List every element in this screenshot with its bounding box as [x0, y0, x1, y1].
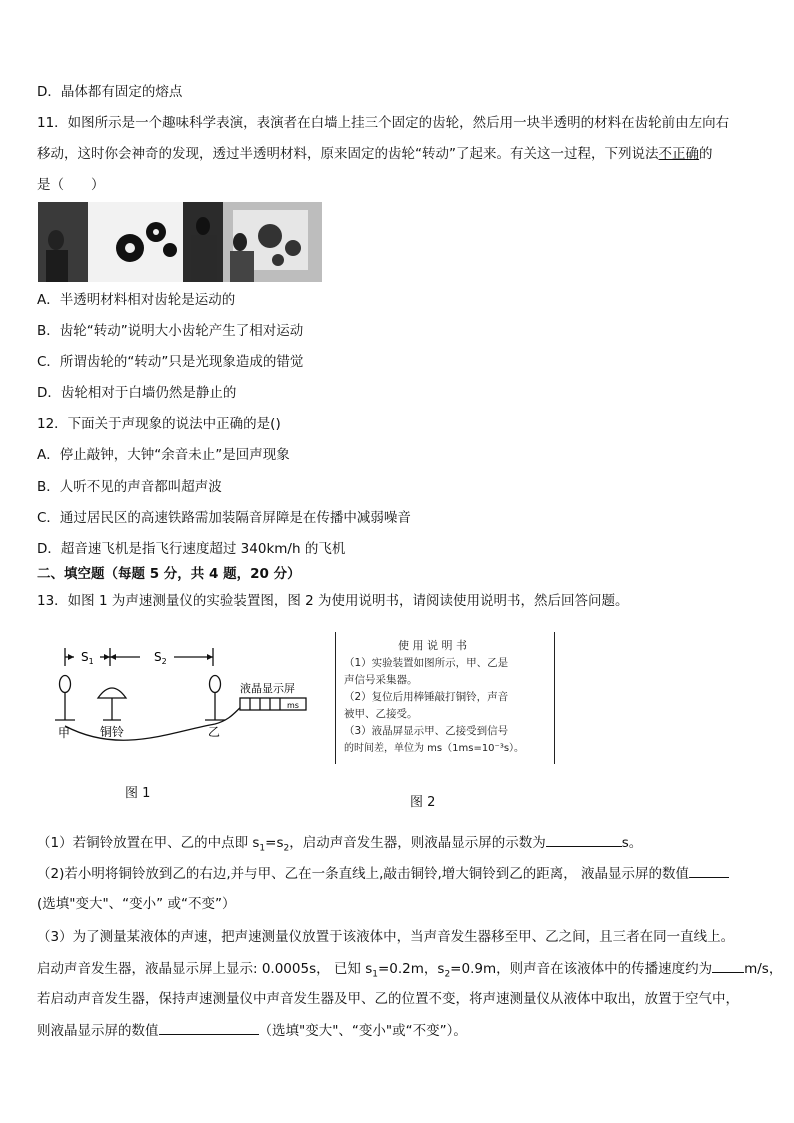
instructions-title: 使 用 说 明 书 — [398, 639, 467, 652]
q10-option-d: D．晶体都有固定的熔点 — [37, 84, 183, 100]
q13-part3-text: m/s， — [744, 961, 783, 977]
q13-stem: 13．如图 1 为声速测量仪的实验装置图，图 2 为使用说明书，请阅读使用说明书，然后回答问题。 — [37, 593, 629, 609]
arrow-icon — [207, 654, 213, 660]
instructions-line: 的时间差，单位为 ms（1ms=10⁻³s）。 — [344, 743, 525, 754]
label-bell: 铜铃 — [100, 725, 125, 739]
q11-stem-line2 — [37, 144, 713, 164]
q12-option-c: C．通过居民区的高速铁路需加装隔音屏障是在传播中减弱噪音 — [37, 510, 411, 526]
q13-part3-line2 — [37, 958, 782, 985]
figure-1-diagram — [50, 640, 320, 760]
q12-option-b: B．人听不见的声音都叫超声波 — [37, 479, 222, 495]
bell-icon — [98, 688, 126, 698]
figure-2-instructions — [335, 632, 555, 764]
arrow-icon — [104, 654, 110, 660]
label-lcd-screen: 液晶显示屏 — [240, 682, 295, 695]
q12-option-d: D．超音速飞机是指飞行速度超过 340km/h 的飞机 — [37, 541, 346, 557]
q13-part3-text: =0.9m，则声音在该液体中的传播速度约为 — [450, 961, 713, 977]
q13-part3-text: 则液晶显示屏的数值 — [37, 1023, 159, 1039]
q13-part3-text: =0.2m，s — [377, 961, 445, 977]
gear-performance-photo — [38, 202, 322, 282]
section-heading-fill-in: 二、填空题（每题 5 分，共 4 题，20 分） — [37, 566, 301, 582]
q12-option-a: A．停止敲钟，大钟“余音未止”是回声现象 — [37, 447, 290, 463]
instructions-line: （1）实验装置如图所示，甲、乙是 — [344, 657, 509, 669]
q13-part3-line3: 若启动声音发生器，保持声速测量仪中声音发生器及甲、乙的位置不变，将声速测量仪从液体中取出，放置于空气中， — [37, 991, 739, 1007]
subscript: 2 — [283, 843, 290, 854]
answer-blank[interactable] — [689, 863, 729, 878]
q11-option-a: A．半透明材料相对齿轮是运动的 — [37, 292, 236, 308]
label-jia: 甲 — [58, 726, 71, 740]
label-s1: $S_1$ — [81, 650, 94, 666]
q11-stem-text: 移动，这时你会神奇的发现，透过半透明材料，原来固定的齿轮“转动”了起来。有关这一过程，下列说法 — [37, 146, 659, 162]
q13-part1 — [37, 832, 642, 859]
q11-stem-line3: 是（ ） — [37, 177, 105, 193]
label-s2: $S_2$ — [154, 650, 167, 666]
q12-stem: 12．下面关于声现象的说法中正确的是() — [37, 416, 281, 432]
q11-option-c: C．所谓齿轮的“转动”只是光现象造成的错觉 — [37, 354, 304, 370]
q11-underlined-word: 不正确 — [658, 146, 699, 162]
receiver-yi-icon — [210, 676, 221, 693]
q13-part2-line1 — [37, 863, 729, 884]
q11-option-b: B．齿轮“转动”说明大小齿轮产生了相对运动 — [37, 323, 304, 339]
q13-part1-text: =s — [265, 835, 284, 851]
subscript: 1 — [372, 969, 378, 980]
q13-part3-line4 — [37, 1020, 467, 1041]
instructions-line: （2）复位后用棒锤敲打铜铃，声音 — [344, 691, 509, 703]
label-unit-ms: ms — [287, 701, 299, 710]
subscript: 1 — [259, 843, 266, 854]
q13-part1-text: （1）若铜铃放置在甲、乙的中点即 s — [37, 835, 260, 851]
q13-part1-text: s。 — [621, 835, 643, 851]
q13-part2-text: （2)若小明将铜铃放到乙的右边,并与甲、乙在一条直线上,敲击铜铃,增大铜铃到乙的距离， 液晶显示屏的数值 — [37, 866, 690, 882]
figure-2-caption: 图 2 — [410, 795, 436, 810]
instructions-line: 被甲、乙接受。 — [344, 708, 418, 720]
q13-part3-text: （选填"变大"、“变小"或“不变”）。 — [258, 1023, 467, 1039]
q13-part3-text: 启动声音发生器，液晶显示屏上显示: 0.0005s， 已知 s — [37, 961, 373, 977]
q11-stem-line1: 11．如图所示是一个趣味科学表演，表演者在白墙上挂三个固定的齿轮，然后用一块半透明的材料在齿轮前由左向右 — [37, 115, 730, 131]
q11-option-d: D．齿轮相对于白墙仍然是静止的 — [37, 385, 237, 401]
receiver-jia-icon — [60, 676, 71, 693]
arrow-icon — [68, 654, 74, 660]
q11-stem-text-end: 的 — [699, 146, 713, 162]
q13-part1-text: ，启动声音发生器，则液晶显示屏的示数为 — [289, 835, 546, 851]
instructions-line: （3）液晶屏显示甲、乙接受到信号 — [344, 725, 509, 737]
label-yi: 乙 — [208, 725, 221, 739]
figure-1-caption: 图 1 — [125, 786, 151, 801]
instructions-line: 声信号采集器。 — [344, 674, 418, 686]
answer-blank[interactable] — [546, 832, 622, 847]
q13-part2-line2: (选填"变大"、“变小” 或“不变”） — [37, 896, 236, 912]
answer-blank[interactable] — [712, 958, 744, 973]
subscript: 2 — [444, 969, 451, 980]
answer-blank[interactable] — [159, 1020, 259, 1035]
q13-part3-line1: （3）为了测量某液体的声速，把声速测量仪放置于该液体中，当声音发生器移至甲、乙之间，且三者在同一直线上。 — [37, 929, 735, 945]
arrow-icon — [110, 654, 116, 660]
